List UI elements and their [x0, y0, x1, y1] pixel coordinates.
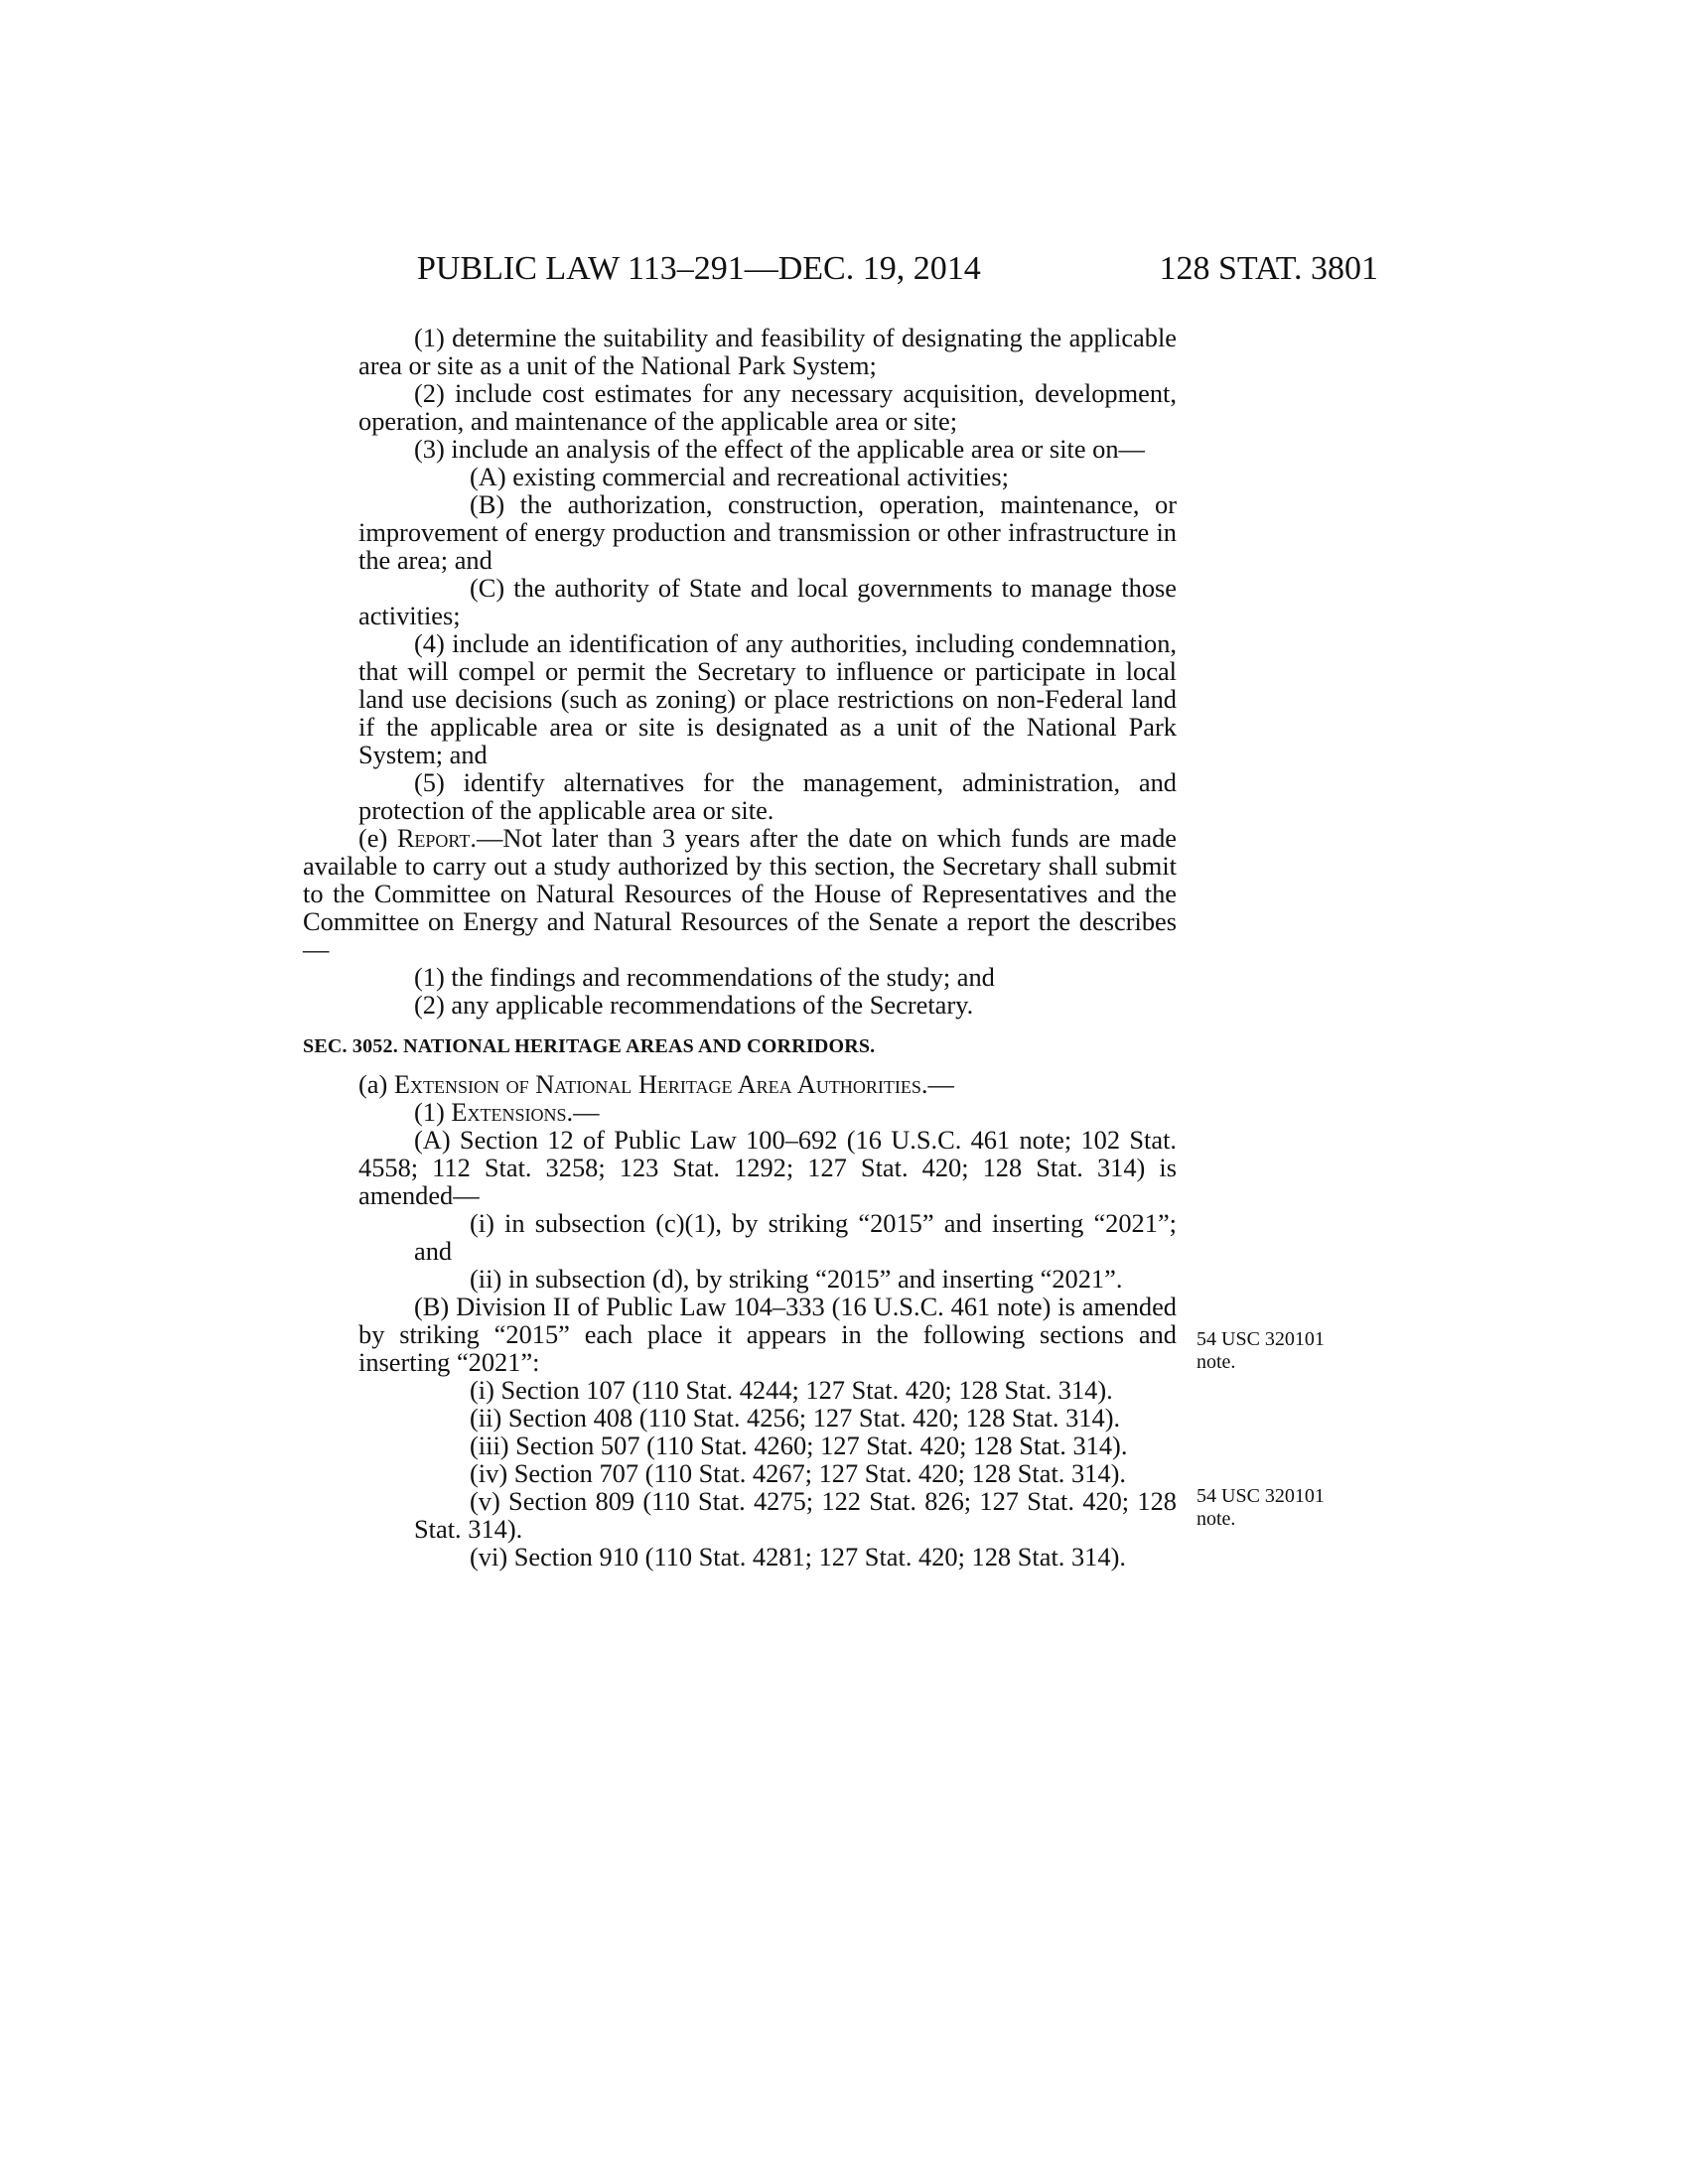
- document-body: [303, 324, 1177, 1570]
- header-page-number: 128 STAT. 3801: [1159, 250, 1378, 287]
- paragraph-aB: (B) Division II of Public Law 104–333 (16 U.S.C. 461 note) is amended by striking “2015” each place it appears in the following sections and inserting “2021”:: [358, 1292, 1177, 1377]
- paragraph-aBii: (ii) Section 408 (110 Stat. 4256; 127 Stat. 420; 128 Stat. 314).: [470, 1403, 1121, 1433]
- margin-note-1-suffix: note.: [1196, 1351, 1236, 1373]
- paragraph-e1: (1) the findings and recommendations of the study; and: [414, 962, 995, 992]
- paragraph-e-heading: Report.: [396, 823, 477, 853]
- paragraph-d1: (1) determine the suitability and feasibility of designating the applicable area or site as a unit of the National Park System;: [358, 323, 1177, 380]
- paragraph-a-dash: —: [927, 1069, 954, 1099]
- paragraph-d5: (5) identify alternatives for the management, administration, and protection of the applicable area or site.: [358, 767, 1177, 825]
- paragraph-e: [303, 824, 1177, 963]
- paragraph-aBv: (v) Section 809 (110 Stat. 4275; 122 Stat. 826; 127 Stat. 420; 128 Stat. 314).: [414, 1486, 1177, 1544]
- header-citation: PUBLIC LAW 113–291—DEC. 19, 2014: [417, 250, 981, 287]
- paragraph-aBi: (i) Section 107 (110 Stat. 4244; 127 Stat. 420; 128 Stat. 314).: [470, 1375, 1113, 1405]
- section-heading: SEC. 3052. NATIONAL HERITAGE AREAS AND CORRIDORS.: [303, 1035, 876, 1057]
- margin-note-1-citation: 54 USC 320101: [1196, 1328, 1325, 1350]
- paragraph-a1-heading: Extensions.: [451, 1097, 574, 1127]
- paragraph-a-label: (a): [358, 1069, 394, 1099]
- paragraph-d3B: (B) the authorization, construction, operation, maintenance, or improvement of energy production and transmission or other infrastructure in the area; and: [358, 489, 1177, 575]
- paragraph-a: [303, 1070, 1177, 1098]
- margin-note-2: [1196, 1485, 1355, 1531]
- paragraph-aA: (A) Section 12 of Public Law 100–692 (16 U.S.C. 461 note; 102 Stat. 4558; 112 Stat. 3258; 123 Stat. 1292; 127 Stat. 420; 128 Stat. 314) is amended—: [358, 1125, 1177, 1210]
- paragraph-e2: (2) any applicable recommendations of the Secretary.: [414, 990, 974, 1020]
- paragraph-aBiv: (iv) Section 707 (110 Stat. 4267; 127 Stat. 420; 128 Stat. 314).: [470, 1458, 1126, 1488]
- paragraph-e-label: (e): [358, 823, 397, 853]
- paragraph-d3C: (C) the authority of State and local governments to manage those activities;: [358, 573, 1177, 630]
- margin-note-2-suffix: note.: [1196, 1508, 1236, 1530]
- paragraph-a-heading: Extension of National Heritage Area Authorities.: [393, 1069, 928, 1099]
- paragraph-d3: (3) include an analysis of the effect of the applicable area or site on—: [414, 434, 1145, 464]
- paragraph-a1-dash: —: [573, 1097, 600, 1127]
- paragraph-a1-label: (1): [414, 1097, 452, 1127]
- paragraph-a1: [303, 1098, 1177, 1126]
- paragraph-d3A: (A) existing commercial and recreational activities;: [470, 462, 1009, 491]
- margin-note-2-citation: 54 USC 320101: [1196, 1485, 1325, 1507]
- paragraph-aBiii: (iii) Section 507 (110 Stat. 4260; 127 Stat. 420; 128 Stat. 314).: [470, 1431, 1128, 1460]
- page-header: [417, 250, 1378, 290]
- paragraph-d2: (2) include cost estimates for any necessary acquisition, development, operation, and maintenance of the applicable area or site;: [358, 378, 1177, 436]
- paragraph-e-text: —Not later than 3 years after the date on which funds are made available to carry out a study authorized by this section, the Secretary shall submit to the Committee on Natural Resources of the House of Representatives and the Committee on Energy and Natural Resources of the Senate a report the describes—: [303, 823, 1177, 964]
- paragraph-d4: (4) include an identification of any authorities, including condemnation, that will compel or permit the Secretary to influence or participate in local land use decisions (such as zoning) or place restrictions on non-Federal land if the applicable area or site is designated as a unit of the National Park System; and: [358, 628, 1177, 769]
- margin-note-1: [1196, 1328, 1355, 1374]
- paragraph-aAi: (i) in subsection (c)(1), by striking “2015” and inserting “2021”; and: [414, 1208, 1177, 1266]
- paragraph-aAii: (ii) in subsection (d), by striking “2015” and inserting “2021”.: [470, 1264, 1123, 1294]
- paragraph-aBvi: (vi) Section 910 (110 Stat. 4281; 127 Stat. 420; 128 Stat. 314).: [470, 1542, 1126, 1571]
